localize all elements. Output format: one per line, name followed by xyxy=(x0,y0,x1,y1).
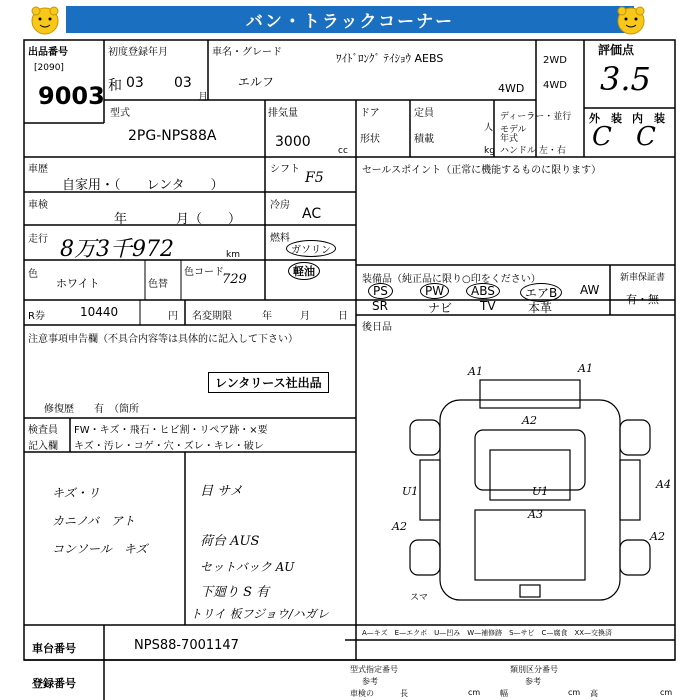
disp-value: 3000 xyxy=(275,134,311,150)
mark-u1-center: U1 xyxy=(532,485,549,498)
equip-sr: SR xyxy=(372,299,388,313)
rental-stamp: レンタリース社出品 xyxy=(208,372,329,393)
mark-a1-right: A1 xyxy=(578,362,593,375)
score-value: 3.5 xyxy=(600,60,651,98)
lot-number: 9003 xyxy=(38,82,105,110)
shift-label: シフト xyxy=(270,164,300,175)
hand-note-left-1: キズ・リ xyxy=(52,486,100,500)
mark-a3: A3 xyxy=(528,508,543,521)
sales-label: セールスポイント（正常に機能するものに限ります） xyxy=(362,165,602,176)
chassis-label: 車台番号 xyxy=(32,642,76,655)
hand-note-right-5: トリイ 板フジョウ/ハガレ xyxy=(190,607,329,621)
deadline-label: 名変期限 xyxy=(192,311,232,322)
fuel-diesel: 軽油 xyxy=(288,262,320,280)
mark-a2-top: A2 xyxy=(522,414,537,427)
reg-era: 和 xyxy=(108,78,122,94)
record-label: 記入欄 xyxy=(28,441,58,452)
foot-a: 型式指定番号 xyxy=(350,665,398,674)
rticket-label: R券 xyxy=(28,311,45,322)
inspector-label: 検査員 xyxy=(28,425,58,436)
rticket-value: 10440 xyxy=(80,305,119,319)
equip-abs: ABS xyxy=(466,283,500,299)
mark-suma: スマ xyxy=(410,593,428,603)
hand-note-left-2: カニノバ アト xyxy=(52,514,136,528)
page-banner: バン・トラックコーナー xyxy=(66,6,634,33)
record-row: キズ・汚レ・コゲ・穴・ズレ・キレ・破レ xyxy=(74,441,264,452)
foot-cm1: cm xyxy=(468,688,481,697)
ext-label: 外 装 xyxy=(589,112,622,125)
newcar-label: 新車保証書 xyxy=(620,273,666,283)
mark-a4: A4 xyxy=(656,478,671,491)
inspect-year: 年 xyxy=(114,212,128,227)
hand-note-right-2: 荷台 AUS xyxy=(200,534,260,549)
damage-legend: A—キズ E—エクボ U—凹み W—補修跡 S—サビ C—腐食 XX—交換済 xyxy=(362,629,613,637)
hand-note-right-4: 下廻り S 有 xyxy=(200,585,270,600)
foot-b: 類別区分番号 xyxy=(510,665,558,674)
foot-g: 高 xyxy=(590,689,598,698)
car-grade: ﾜｲﾄﾞﾛﾝｸﾞ ﾃｲｼｮｳ AEBS xyxy=(336,52,444,65)
mark-a2-left: A2 xyxy=(392,520,407,533)
rear-label: 後日品 xyxy=(362,322,392,333)
history-label: 車歴 xyxy=(28,164,48,175)
foot-cm2: cm xyxy=(568,688,581,697)
reg-label: 初度登録年月 xyxy=(108,47,168,58)
color-code: 729 xyxy=(222,272,247,287)
model-label: 型式 xyxy=(110,108,130,119)
dealer-handle: ハンドル 左・右 xyxy=(500,146,566,156)
rticket-unit: 円 xyxy=(168,311,178,322)
color-value: ホワイト xyxy=(56,277,100,290)
cool-value: AC xyxy=(302,206,322,222)
equip-leather: 本革 xyxy=(528,301,553,315)
score-label: 評価点 xyxy=(598,43,635,57)
car-drive: 4WD xyxy=(498,82,525,95)
shift-value: F5 xyxy=(305,170,324,186)
deadline-d: 日 xyxy=(338,311,348,322)
cap-load: 積載 xyxy=(414,134,434,145)
plate-label: 登録番号 xyxy=(32,677,76,690)
truck-condition-diagram xyxy=(380,370,670,620)
hand-note-right-3: セットバック AU xyxy=(200,560,295,574)
dealer-year: 年式 xyxy=(500,134,519,144)
foot-f: 幅 xyxy=(500,689,508,698)
door-label: ドア xyxy=(360,108,380,119)
ext-value: C xyxy=(592,122,612,152)
repair-history: 修復歴 有 （箇所 xyxy=(44,404,139,415)
hand-note-right-1: 目 サメ xyxy=(200,484,243,499)
drive-opt-4wd: 4WD xyxy=(543,80,567,91)
fuel-gasoline: ガソリン xyxy=(286,240,336,257)
foot-cm3: cm xyxy=(660,688,673,697)
cap-unit1: 人 xyxy=(484,123,494,133)
mark-u1-left: U1 xyxy=(402,485,419,498)
color-change: 色替 xyxy=(148,279,168,290)
history-value: 自家用・（ レンタ ） xyxy=(62,178,224,193)
lot-label: 出品番号 xyxy=(28,47,68,58)
reg-year: 03 xyxy=(126,75,144,91)
drive-opt-2wd: 2WD xyxy=(543,55,567,66)
car-name: エルフ xyxy=(238,75,275,89)
cap-unit2: kg xyxy=(484,146,495,156)
chassis-value: NPS88-7001147 xyxy=(134,638,239,653)
car-label: 車名・グレード xyxy=(212,47,282,58)
color-code-label: 色コード xyxy=(184,267,224,278)
lot-sub: [2090] xyxy=(34,63,64,73)
door-shape: 形状 xyxy=(360,134,380,145)
foot-c2: 参考 xyxy=(525,677,541,686)
deadline-m: 月 xyxy=(300,311,310,322)
equip-navi: ナビ xyxy=(428,301,453,315)
model-value: 2PG-NPS88A xyxy=(128,128,217,144)
reg-month-unit: 月 xyxy=(198,92,208,103)
equip-airbag: エアB xyxy=(520,283,562,302)
foot-e: 長 xyxy=(400,689,408,698)
inspector-row: FW・キズ・飛石・ヒビ割・リペア跡・×要 xyxy=(74,425,268,436)
int-label: 内 装 xyxy=(632,112,665,125)
equip-ps: PS xyxy=(368,283,393,299)
odo-label: 走行 xyxy=(28,234,48,245)
fuel-label: 燃料 xyxy=(270,233,290,244)
odo-unit: km xyxy=(226,250,240,260)
deadline-y: 年 xyxy=(262,311,272,322)
foot-c1: 参考 xyxy=(362,677,378,686)
newcar-value: 有・無 xyxy=(626,293,659,306)
inspect-label: 車検 xyxy=(28,200,48,211)
equip-pw: PW xyxy=(420,283,449,299)
equip-tv: TV xyxy=(480,299,496,313)
mark-a2-right: A2 xyxy=(650,530,665,543)
disp-label: 排気量 xyxy=(268,108,298,119)
inspect-month: 月（ ） xyxy=(176,212,242,227)
foot-d: 車検の xyxy=(350,689,374,698)
dealer-model: モデル xyxy=(500,125,527,135)
equip-label: 装備品（純正品に限り○印をください） xyxy=(362,274,541,285)
cool-label: 冷房 xyxy=(270,200,290,211)
cap-label: 定員 xyxy=(414,108,434,119)
notes-label: 注意事項申告欄（不具合内容等は具体的に記入して下さい） xyxy=(28,334,298,345)
mark-a1-left: A1 xyxy=(468,365,483,378)
color-label: 色 xyxy=(28,269,38,280)
dealer-label: ディーラー・並行 xyxy=(500,112,572,122)
hand-note-left-3: コンソール キズ xyxy=(52,542,148,556)
reg-month: 03 xyxy=(174,75,192,91)
int-value: C xyxy=(636,122,656,152)
disp-unit: cc xyxy=(338,146,348,156)
equip-aw: AW xyxy=(580,283,600,297)
odo-value: 8万3千972 xyxy=(60,237,174,262)
